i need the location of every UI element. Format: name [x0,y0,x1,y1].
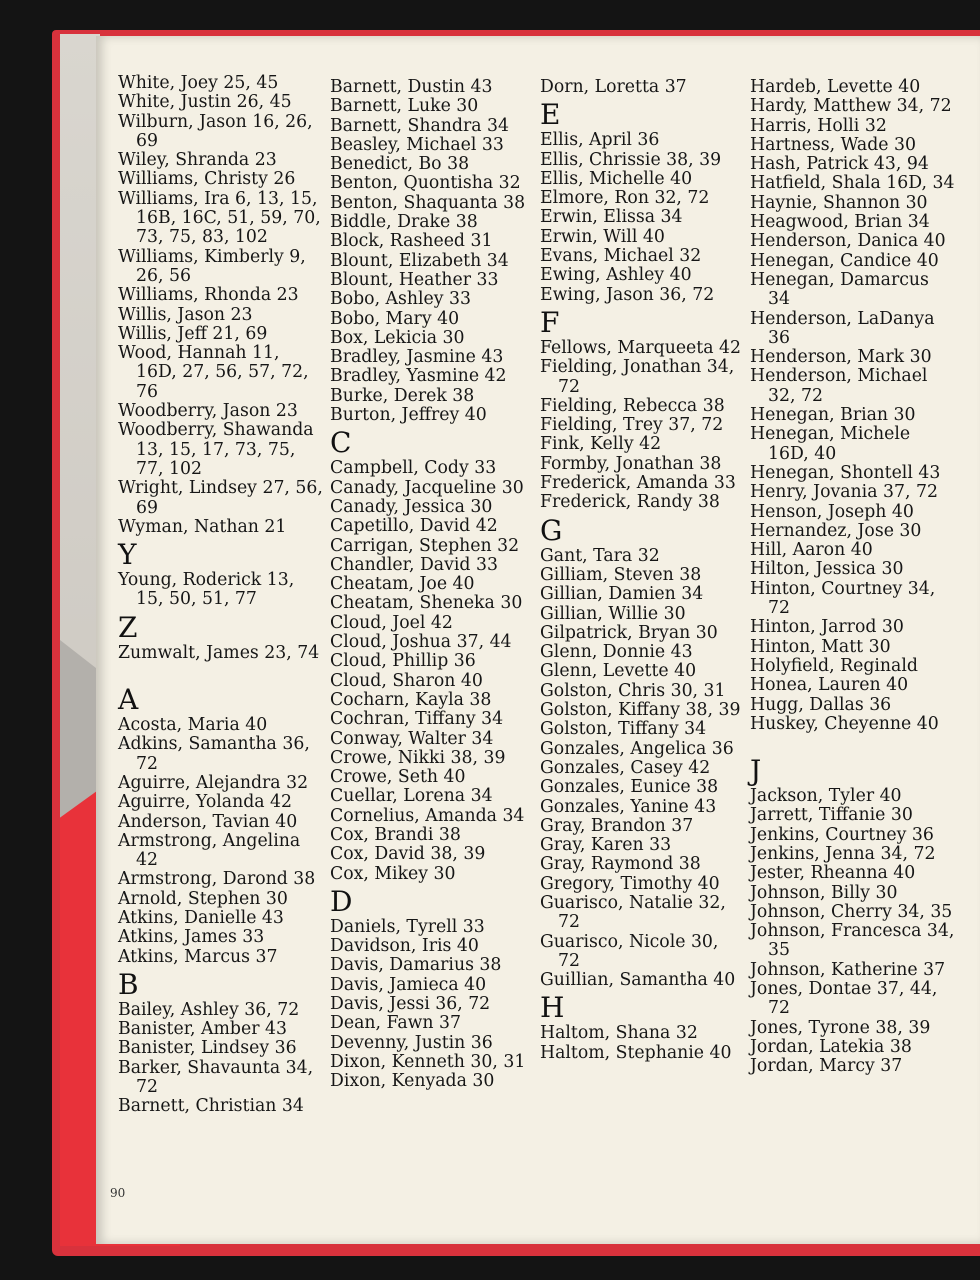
index-entry: Davidson, Iris 40 [330,936,479,957]
section-letter: Y [118,538,137,572]
index-entry: Armstrong, Darond 38 [118,869,316,890]
index-entry: Cheatam, Joe 40 [330,574,475,595]
index-entry: Aguirre, Alejandra 32 [118,772,309,793]
index-entry: Hugg, Dallas 36 [750,694,892,715]
index-entry: Jackson, Tyler 40 [750,786,902,807]
index-entry: Cox, David 38, 39 [330,844,486,865]
section-letter: H [540,991,565,1025]
index-entry: Williams, Ira 6, 13, 15, 16B, 16C, 51, 59, 70, 73, 75, 83, 102 [118,188,321,248]
index-entry: Gonzales, Eunice 38 [540,777,719,798]
index-entry: Crowe, Seth 40 [330,767,466,788]
index-entry: Davis, Jessi 36, 72 [330,994,491,1015]
index-entry: Acosta, Maria 40 [118,715,268,736]
index-entry: Barnett, Shandra 34 [330,115,510,136]
index-entry: Williams, Kimberly 9, 26, 56 [118,246,306,286]
index-entry: Benton, Quontisha 32 [330,173,521,194]
index-entry: Devenny, Justin 36 [330,1032,493,1053]
index-column-2 [330,78,535,1092]
index-entry: Barnett, Christian 34 [118,1096,304,1117]
index-entry: Canady, Jessica 30 [330,496,493,517]
index-entry: Henry, Jovania 37, 72 [750,482,938,503]
index-entry: Gray, Raymond 38 [540,854,701,875]
index-entry: Hinton, Matt 30 [750,636,891,657]
index-entry: Armstrong, Angelina 42 [118,830,301,871]
index-entry: Johnson, Billy 30 [750,882,898,903]
index-entry: Benton, Shaquanta 38 [330,192,526,213]
index-entry: Barnett, Luke 30 [330,96,479,117]
index-entry: Williams, Rhonda 23 [118,285,299,306]
index-entry: Benedict, Bo 38 [330,154,470,175]
index-entry: Erwin, Will 40 [540,226,665,247]
index-entry: Henegan, Michele 16D, 40 [750,424,911,464]
index-entry: Young, Roderick 13, 15, 50, 51, 77 [118,570,295,610]
index-entry: Willis, Jeff 21, 69 [118,323,268,344]
index-column-4 [750,78,955,1077]
index-entry: Campbell, Cody 33 [330,458,497,479]
index-entry: Dorn, Loretta 37 [540,77,687,97]
index-entry: Hinton, Jarrod 30 [750,617,904,638]
index-entry: Wiley, Shranda 23 [118,150,277,171]
index-entry: Chandler, David 33 [330,554,498,575]
index-entry: Davis, Damarius 38 [330,955,502,976]
index-entry: Fielding, Trey 37, 72 [540,415,724,436]
index-entry: Cornelius, Amanda 34 [330,805,525,826]
index-entry: Heagwood, Brian 34 [750,212,930,233]
index-entry: Fielding, Rebecca 38 [540,395,725,416]
index-entry: Fellows, Marqueeta 42 [540,337,742,358]
index-entry: Burke, Derek 38 [330,385,475,406]
index-entry: Formby, Jonathan 38 [540,453,722,474]
index-entry: Cloud, Joel 42 [330,612,453,633]
index-entry: Glenn, Donnie 43 [540,642,693,663]
index-entry: Harris, Holli 32 [750,115,887,136]
index-entry: Golston, Kiffany 38, 39 [540,700,741,721]
index-entry: Wilburn, Jason 16, 26, 69 [118,111,313,151]
index-entry: Henderson, LaDanya 36 [750,308,935,348]
index-entry: Cox, Mikey 30 [330,863,456,884]
index-entry: Hinton, Courtney 34, 72 [750,578,936,619]
index-entry: Cochran, Tiffany 34 [330,709,504,730]
index-entry: Cheatam, Sheneka 30 [330,593,523,614]
index-entry: Gonzales, Casey 42 [540,757,711,778]
index-entry: Gonzales, Angelica 36 [540,738,734,759]
index-entry: Elmore, Ron 32, 72 [540,188,710,209]
index-entry: Gregory, Timothy 40 [540,873,720,894]
index-entry: Bobo, Mary 40 [330,308,460,329]
index-entry: Jordan, Latekia 38 [750,1036,912,1057]
index-entry: Adkins, Samantha 36, 72 [118,734,310,774]
index-entry: Gillian, Willie 30 [540,603,686,624]
index-entry: Canady, Jacqueline 30 [330,477,524,498]
index-entry: White, Justin 26, 45 [118,92,292,113]
index-entry: Frederick, Amanda 33 [540,473,736,494]
index-entry: Conway, Walter 34 [330,728,494,749]
index-entry: Dixon, Kenyada 30 [330,1071,495,1092]
section-letter: E [540,98,561,132]
index-entry: Jones, Dontae 37, 44, 72 [750,979,938,1019]
index-entry: Cloud, Joshua 37, 44 [330,632,512,653]
index-entry: Blount, Heather 33 [330,269,499,290]
index-entry: Woodberry, Jason 23 [118,401,298,422]
index-entry: Hernandez, Jose 30 [750,520,922,541]
index-entry: Wood, Hannah 11, 16D, 27, 56, 57, 72, 76 [118,343,309,402]
index-entry: Williams, Christy 26 [118,169,296,190]
index-entry: Jenkins, Jenna 34, 72 [750,843,936,864]
index-entry: Cuellar, Lorena 34 [330,786,493,807]
index-entry: Ellis, Michelle 40 [540,168,693,189]
index-entry: Barnett, Dustin 43 [330,77,493,97]
index-entry: Ellis, April 36 [540,130,660,151]
index-entry: Johnson, Francesca 34, 35 [750,921,955,961]
index-entry: Henegan, Shontell 43 [750,462,941,483]
index-entry: Barker, Shavaunta 34, 72 [118,1057,314,1098]
index-entry: Frederick, Randy 38 [540,492,720,513]
index-entry: Gonzales, Yanine 43 [540,796,717,817]
index-entry: Haltom, Stephanie 40 [540,1042,732,1063]
index-entry: Bradley, Jasmine 43 [330,347,504,368]
index-page [96,36,980,1244]
index-entry: Cloud, Sharon 40 [330,670,483,691]
index-entry: Blount, Elizabeth 34 [330,250,509,271]
index-entry: Block, Rasheed 31 [330,231,493,252]
index-entry: Biddle, Drake 38 [330,212,478,233]
index-entry: Hash, Patrick 43, 94 [750,154,929,175]
section-letter: Z [118,610,138,644]
index-entry: Atkins, Marcus 37 [118,946,278,967]
index-entry: Glenn, Levette 40 [540,661,697,682]
index-entry: Ewing, Ashley 40 [540,265,692,286]
index-entry: Box, Lekicia 30 [330,327,465,348]
index-entry: Willis, Jason 23 [118,304,253,325]
index-entry: Bailey, Ashley 36, 72 [118,999,300,1020]
index-entry: Hartness, Wade 30 [750,134,916,155]
index-entry: Cloud, Phillip 36 [330,651,476,672]
index-entry: Jester, Rheanna 40 [750,863,916,884]
index-entry: Jones, Tyrone 38, 39 [750,1017,931,1038]
index-entry: Henegan, Candice 40 [750,250,939,271]
index-entry: Fielding, Jonathan 34, 72 [540,357,735,397]
index-entry: Hardeb, Levette 40 [750,77,921,97]
index-entry: White, Joey 25, 45 [118,73,279,93]
index-column-1 [118,74,323,1117]
index-entry: Aguirre, Yolanda 42 [118,792,293,813]
index-entry: Dixon, Kenneth 30, 31 [330,1051,526,1072]
index-entry: Henegan, Brian 30 [750,405,916,426]
section-letter: B [118,967,139,1001]
index-entry: Henderson, Danica 40 [750,231,946,252]
index-entry: Golston, Chris 30, 31 [540,680,726,701]
index-entry: Cox, Brandi 38 [330,824,461,845]
index-entry: Jenkins, Courtney 36 [750,824,934,845]
index-entry: Henderson, Mark 30 [750,347,932,368]
section-letter: G [540,513,563,547]
index-entry: Arnold, Stephen 30 [118,888,288,909]
index-entry: Johnson, Cherry 34, 35 [750,901,953,922]
index-entry: Fink, Kelly 42 [540,434,662,455]
index-entry: Gillian, Damien 34 [540,584,704,605]
section-letter: F [540,305,560,339]
index-entry: Honea, Lauren 40 [750,675,909,696]
index-entry: Dean, Fawn 37 [330,1013,462,1034]
index-entry: Gilliam, Steven 38 [540,564,702,585]
index-entry: Haltom, Shana 32 [540,1023,698,1044]
index-entry: Gray, Karen 33 [540,835,672,856]
index-entry: Burton, Jeffrey 40 [330,405,487,426]
index-entry: Huskey, Cheyenne 40 [750,713,939,734]
index-entry: Capetillo, David 42 [330,516,498,537]
index-entry: Crowe, Nikki 38, 39 [330,747,506,768]
index-entry: Henegan, Damarcus 34 [750,269,929,310]
section-letter: D [330,884,353,918]
index-entry: Ellis, Chrissie 38, 39 [540,149,722,170]
index-entry: Hilton, Jessica 30 [750,559,904,580]
index-entry: Wright, Lindsey 27, 56, 69 [118,478,323,518]
index-entry: Atkins, James 33 [118,927,265,948]
index-entry: Haynie, Shannon 30 [750,192,928,213]
index-entry: Wyman, Nathan 21 [118,516,287,537]
index-entry: Henson, Joseph 40 [750,501,914,522]
index-entry: Johnson, Katherine 37 [750,959,946,980]
index-entry: Banister, Lindsey 36 [118,1038,297,1059]
index-entry: Guarisco, Natalie 32, 72 [540,892,726,933]
index-entry: Zumwalt, James 23, 74 [118,642,320,663]
index-entry: Jarrett, Tiffanie 30 [750,805,913,826]
index-entry: Hardy, Matthew 34, 72 [750,96,952,117]
index-entry: Anderson, Tavian 40 [118,811,298,832]
index-entry: Gray, Brandon 37 [540,815,694,836]
index-entry: Gant, Tara 32 [540,545,660,566]
index-entry: Gilpatrick, Bryan 30 [540,622,718,643]
section-letter: C [330,426,352,460]
index-entry: Atkins, Danielle 43 [118,907,284,928]
index-entry: Woodberry, Shawanda 13, 15, 17, 73, 75, 77, 102 [118,420,314,479]
index-entry: Guarisco, Nicole 30, 72 [540,931,719,971]
index-entry: Erwin, Elissa 34 [540,207,683,228]
index-entry: Guillian, Samantha 40 [540,970,736,991]
index-entry: Bradley, Yasmine 42 [330,366,507,387]
index-entry: Henderson, Michael 32, 72 [750,366,928,406]
index-entry: Beasley, Michael 33 [330,134,504,155]
index-column-3 [540,78,745,1063]
index-entry: Cocharn, Kayla 38 [330,689,492,710]
index-entry: Ewing, Jason 36, 72 [540,284,715,305]
index-entry: Daniels, Tyrell 33 [330,916,485,937]
section-letter: J [750,754,762,788]
index-entry: Golston, Tiffany 34 [540,719,707,740]
index-entry: Evans, Michael 32 [540,246,702,267]
index-entry: Bobo, Ashley 33 [330,289,472,310]
index-entry: Holyfield, Reginald [750,655,918,676]
section-letter: A [118,683,139,717]
index-entry: Davis, Jamieca 40 [330,974,487,995]
index-entry: Jordan, Marcy 37 [750,1056,903,1077]
index-entry: Carrigan, Stephen 32 [330,535,520,556]
index-entry: Banister, Amber 43 [118,1019,287,1040]
page-number: 90 [110,1186,126,1200]
index-entry: Hill, Aaron 40 [750,540,873,561]
index-entry: Hatfield, Shala 16D, 34 [750,173,955,194]
